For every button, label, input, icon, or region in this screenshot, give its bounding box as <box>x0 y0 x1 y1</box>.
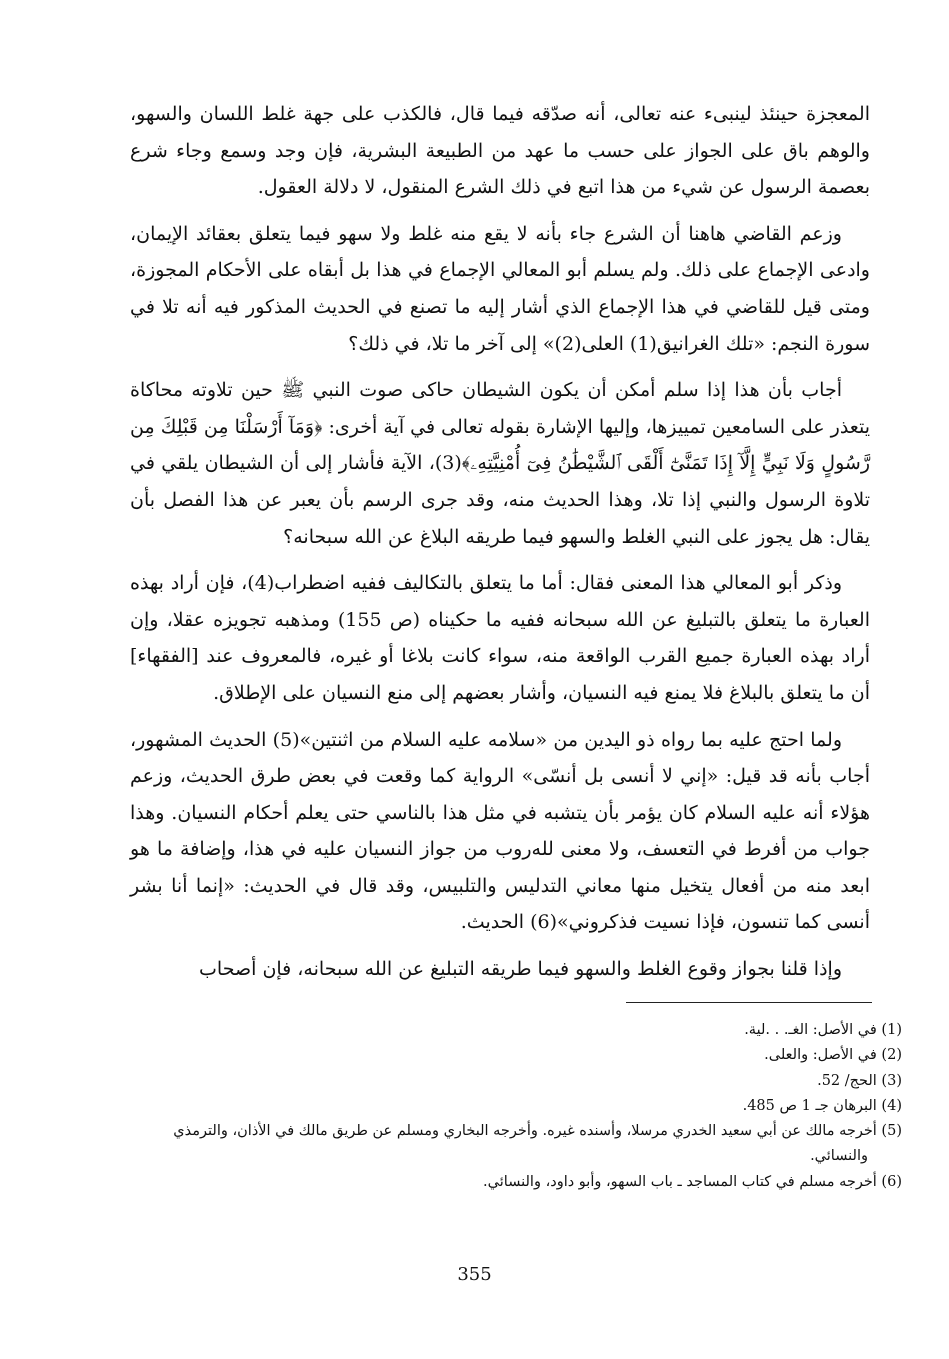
paragraph: ولما احتج عليه بما رواه ذو اليدين من «سلامه عليه السلام من اثنتين»(5) الحديث المشهور، أجاب بأنه قد قيل: «إني لا أنسى بل أنسّى» الرواية كما وقعت في بعض طرق الحديث، وزعم هؤلاء أنه عليه السلام كان يؤمر بأن يتشبه في مثل هذا بالناسي حتى يعلم أحكام النسيان. وهذا جواب من أفرط في التعسف، ولا معنى لله‌روب من جواز النسيان عليه في هذا، وإضافة ما هو ابعد منه من أفعال يتخيل منها معاني التدليس والتلبيس، وقد قال في الحديث: «إنما أنا بشر أنسى كما تنسون، فإذا نسيت فذكروني»(6) الحديث. <box>130 728 870 934</box>
paragraph: المعجزة حينئذ لينبىء عنه تعالى، أنه صدّقه فيما قال، فالكذب على جهة غلط اللسان والسهو، والوهم باق على الجواز على حسب ما عهد من الطبيعة البشرية، فإن وجد وسمع وجاء شرع بعصمة الرسول عن شيء من هذا اتبع في ذلك الشرع المنقول، لا دلالة العقول. <box>130 103 870 199</box>
footnote: (6) أخرجه مسلم في كتاب المساجد ـ باب السهو، وأبو داود، والنسائي. <box>483 1173 902 1190</box>
paragraph: وزعم القاضي هاهنا أن الشرع جاء بأنه لا يقع منه غلط ولا سهو فيما يتعلق بعقائد الإيمان، وادعى الإجماع على ذلك. ولم يسلم أبو المعالي الإجماع في هذا بل أبقاه على الأحكام المجوزة، ومتى قيل للقاضي في هذا الإجماع الذي أشار إليه ما تصنع في الحديث المذكور فيه أنه تلا في سورة النجم: «تلك الغرانيق(1) العلى(2)» إلى آخر ما تلا، في ذلك؟ <box>130 222 870 355</box>
paragraph: وإذا قلنا بجواز وقوع الغلط والسهو فيما طريقه التبليغ عن الله سبحانه، فإن أصحاب <box>199 958 842 981</box>
page-number: 355 <box>457 1264 492 1285</box>
footnote: (3) الحج/ 52. <box>817 1072 902 1089</box>
paragraph: وذكر أبو المعالي هذا المعنى فقال: أما ما يتعلق بالتكاليف ففيه اضطراب(4)، فإن أراد بهذه العبارة ما يتعلق بالتبليغ عن الله سبحانه ففيه ما حكيناه (ص 155) ومذهبه تجويزه عقلا، وإن أراد بهذه العبارة جميع القرب الواقعة منه، سواء كانت بلاغا أو غيره، فالمعروف عند [الفقهاء] أن ما يتعلق بالبلاغ فلا يمنع فيه النسيان، وأشار بعضهم إلى منع النسيان على الإطلاق. <box>130 572 870 704</box>
footnote: (4) البرهان جـ 1 ص 485. <box>742 1097 902 1114</box>
paragraph: أجاب بأن هذا إذا سلم أمكن أن يكون الشيطان حاكى صوت النبي ﷺ حين تلاوته محاكاة يتعذر على السامعين تمييزها، وإليها الإشارة بقوله تعالى في آية أخرى: ﴿وَمَآ أَرْسَلْنَا مِن قَبْلِكَ مِن رَّسُولٍ وَلَا نَبِيٍّ إِلَّآ إِذَا تَمَنَّىٰٓ أَلْقَى ٱلشَّيْطَٰنُ فِىٓ أُمْنِيَّتِهِۦ﴾(3)، الآية فأشار إلى أن الشيطان يلقي في تلاوة الرسول والنبي إذا تلا، وهذا الحديث منه، وقد جرى الرسم بأن يعبر عن هذا الفصل بأن يقال: هل يجوز على النبي الغلط والسهو فيما طريقه البلاغ عن الله سبحانه؟ <box>130 379 870 548</box>
footnote: (1) في الأصل: الغـ. . .لية. <box>744 1022 902 1038</box>
footnote: (5) أخرجه مالك عن أبي سعيد الخدري مرسلا، وأسنده غيره. وأخرجه البخاري ومسلم عن طريق مالك في الأذان، والترمذي والنسائي. <box>173 1123 902 1165</box>
main-text <box>130 96 870 998</box>
footnotes <box>140 1018 902 1195</box>
footnote-separator <box>626 1002 872 1003</box>
footnote: (2) في الأصل: والعلى. <box>764 1047 902 1064</box>
